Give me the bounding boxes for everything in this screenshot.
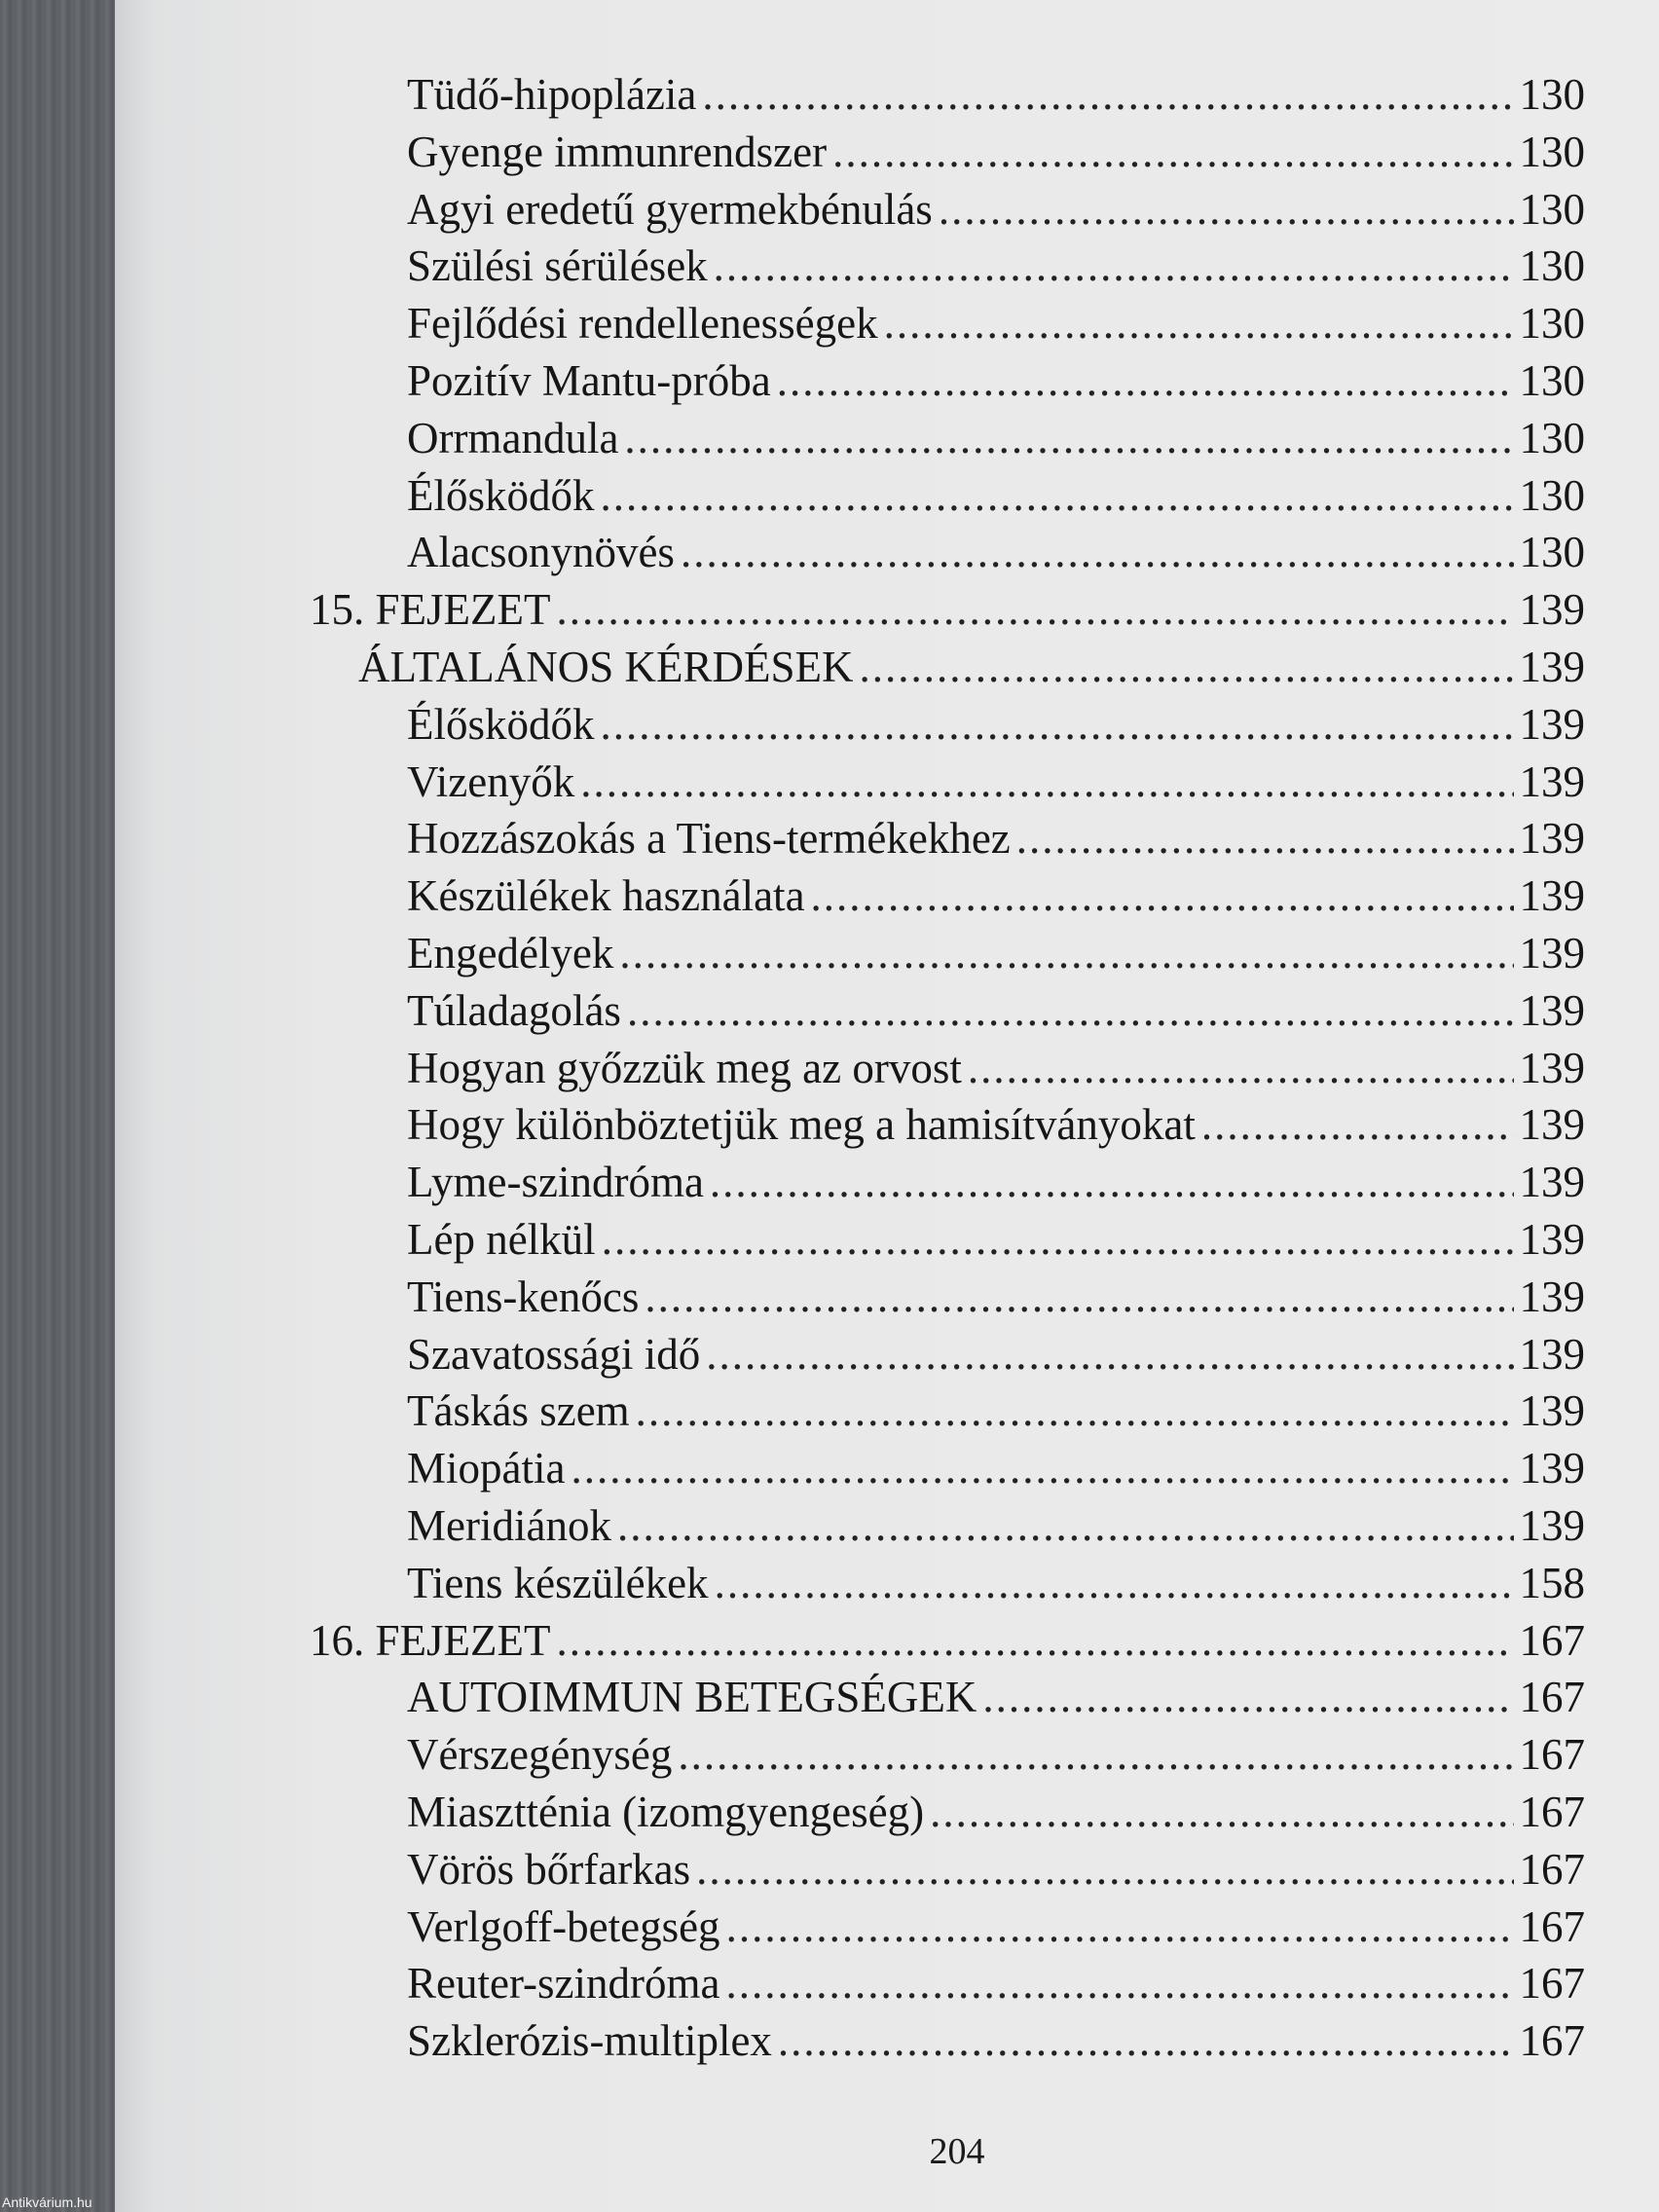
toc-entry — [407, 696, 1585, 753]
toc-entry — [407, 754, 1585, 810]
toc-entry-title: Túladagolás — [407, 986, 621, 1035]
toc-dot-leader — [860, 639, 1514, 695]
toc-entry-title: 15. FEJEZET — [310, 585, 551, 634]
toc-entry-title: Szklerózis-multiplex — [407, 2016, 772, 2065]
toc-dot-leader — [706, 1326, 1513, 1382]
toc-dot-leader — [1201, 1096, 1514, 1153]
toc-entry-page: 130 — [1519, 299, 1585, 348]
toc-entry-title: Vizenyők — [407, 757, 575, 806]
toc-entry — [407, 352, 1585, 409]
toc-dot-leader — [556, 581, 1513, 638]
toc-entry-title: Vérszegénység — [407, 1730, 673, 1779]
toc-entry-page: 167 — [1519, 1673, 1585, 1721]
toc-entry-page: 167 — [1519, 1730, 1585, 1779]
toc-entry — [358, 639, 1585, 695]
toc-entry — [407, 1497, 1585, 1554]
toc-entry-page: 167 — [1519, 1616, 1585, 1665]
toc-entry — [407, 1096, 1585, 1153]
toc-entry-page: 139 — [1519, 1215, 1585, 1264]
toc-entry — [407, 1154, 1585, 1210]
toc-dot-leader — [710, 1154, 1514, 1210]
toc-entry-title: Alacsonynövés — [407, 528, 675, 576]
toc-dot-leader — [636, 1382, 1514, 1439]
toc-entry-title: Vörös bőrfarkas — [407, 1845, 691, 1894]
toc-entry — [407, 867, 1585, 924]
toc-dot-leader — [777, 352, 1514, 409]
toc-dot-leader — [778, 2012, 1514, 2069]
toc-dot-leader — [930, 1784, 1513, 1840]
toc-entry-page: 167 — [1519, 1788, 1585, 1836]
toc-entry-title: Élősködők — [407, 471, 595, 520]
toc-dot-leader — [624, 410, 1513, 466]
toc-dot-leader — [678, 1726, 1513, 1783]
toc-entry-page: 130 — [1519, 70, 1585, 119]
toc-entry — [407, 1784, 1585, 1840]
toc-dot-leader — [884, 295, 1514, 351]
toc-dot-leader — [617, 1497, 1514, 1554]
toc-entry — [407, 1040, 1585, 1096]
toc-dot-leader — [968, 1040, 1514, 1096]
toc-entry — [407, 1211, 1585, 1268]
toc-entry-page: 158 — [1519, 1559, 1585, 1607]
toc-entry-page: 139 — [1519, 1100, 1585, 1149]
toc-entry-title: Tiens-kenőcs — [407, 1272, 640, 1321]
toc-entry — [407, 925, 1585, 981]
toc-entry — [407, 1440, 1585, 1496]
toc-entry-title: ÁLTALÁNOS KÉRDÉSEK — [358, 643, 854, 691]
toc-entry-title: AUTOIMMUN BETEGSÉGEK — [407, 1673, 977, 1721]
toc-dot-leader — [811, 867, 1514, 924]
toc-entry — [407, 124, 1585, 180]
toc-dot-leader — [601, 696, 1514, 753]
toc-entry-title: Orrmandula — [407, 414, 619, 462]
toc-entry-title: Hogy különböztetjük meg a hamisítványokat — [407, 1100, 1196, 1149]
toc-entry — [407, 1382, 1585, 1439]
toc-entry-page: 139 — [1519, 757, 1585, 806]
toc-dot-leader — [580, 754, 1513, 810]
toc-entry-page: 167 — [1519, 1845, 1585, 1894]
toc-dot-leader — [681, 524, 1514, 580]
toc-entry-title: Miasztténia (izomgyengeség) — [407, 1788, 925, 1836]
toc-entry — [407, 524, 1585, 580]
toc-entry-page: 139 — [1519, 585, 1585, 634]
toc-entry — [407, 1726, 1585, 1783]
toc-entry-title: Agyi eredetű gyermekbénulás — [407, 185, 933, 234]
toc-entry — [407, 2012, 1585, 2069]
toc-entry-title: Táskás szem — [407, 1386, 630, 1435]
toc-entry — [407, 1899, 1585, 1955]
toc-entry-title: Lyme-szindróma — [407, 1158, 704, 1206]
toc-entry-page: 167 — [1519, 2016, 1585, 2065]
toc-entry — [407, 1669, 1585, 1725]
toc-entry — [310, 581, 1585, 638]
toc-entry — [407, 810, 1585, 866]
toc-entry-title: Lép nélkül — [407, 1215, 596, 1264]
toc-entry-page: 139 — [1519, 1501, 1585, 1550]
toc-entry-title: Hogyan győzzük meg az orvost — [407, 1044, 962, 1092]
toc-entry-title: Meridiánok — [407, 1501, 611, 1550]
toc-entry-page: 139 — [1519, 929, 1585, 977]
toc-entry — [407, 467, 1585, 524]
toc-entry — [407, 66, 1585, 123]
toc-entry — [407, 982, 1585, 1039]
watermark: Antikvárium.hu — [2, 2194, 92, 2210]
toc-entry-page: 139 — [1519, 1272, 1585, 1321]
toc-dot-leader — [556, 1612, 1513, 1669]
toc-entry-title: Élősködők — [407, 700, 595, 749]
toc-entry-page: 130 — [1519, 185, 1585, 234]
toc-entry — [407, 1269, 1585, 1325]
toc-entry-title: Készülékek használata — [407, 871, 805, 920]
toc-entry — [407, 410, 1585, 466]
toc-dot-leader — [702, 66, 1513, 123]
toc-entry — [407, 238, 1585, 294]
toc-entry — [407, 1955, 1585, 2011]
toc-entry-title: Szülési sérülések — [407, 241, 708, 290]
toc-entry-page: 139 — [1519, 643, 1585, 691]
toc-entry-page: 130 — [1519, 471, 1585, 520]
toc-entry-title: Hozzászokás a Tiens-termékekhez — [407, 814, 1011, 863]
toc-entry-title: Szavatossági idő — [407, 1330, 701, 1379]
toc-entry-page: 139 — [1519, 1044, 1585, 1092]
toc-entry-title: Verlgoff-betegség — [407, 1902, 720, 1951]
toc-entry-title: Pozitív Mantu-próba — [407, 356, 771, 405]
toc-entry-title: Tiens készülékek — [407, 1559, 709, 1607]
toc-dot-leader — [601, 467, 1514, 524]
toc-entry-page: 139 — [1519, 871, 1585, 920]
toc-entry-page: 130 — [1519, 241, 1585, 290]
toc-entry — [407, 1326, 1585, 1382]
toc-entry-page: 139 — [1519, 1158, 1585, 1206]
book-page — [115, 0, 1659, 2212]
toc-entry — [407, 181, 1585, 238]
toc-dot-leader — [832, 124, 1513, 180]
toc-dot-leader — [602, 1211, 1514, 1268]
toc-dot-leader — [726, 1899, 1514, 1955]
toc-entry-page: 139 — [1519, 1330, 1585, 1379]
toc-entry-title: Gyenge immunrendszer — [407, 128, 828, 176]
toc-entry — [407, 1841, 1585, 1898]
toc-entry-page: 130 — [1519, 414, 1585, 462]
toc-dot-leader — [715, 1555, 1514, 1611]
toc-entry-title: 16. FEJEZET — [310, 1616, 551, 1665]
toc-entry-title: Fejlődési rendellenességek — [407, 299, 878, 348]
toc-dot-leader — [627, 982, 1514, 1039]
toc-entry — [407, 295, 1585, 351]
toc-entry — [310, 1612, 1585, 1669]
book-binding-gutter — [0, 0, 117, 2212]
toc-dot-leader — [571, 1440, 1513, 1496]
toc-entry-page: 139 — [1519, 1444, 1585, 1493]
toc-entry-page: 167 — [1519, 1959, 1585, 2008]
toc-entry-page: 139 — [1519, 700, 1585, 749]
toc-entry-page: 139 — [1519, 986, 1585, 1035]
toc-entry-page: 130 — [1519, 128, 1585, 176]
toc-dot-leader — [939, 181, 1514, 238]
toc-entry-title: Reuter-szindróma — [407, 1959, 720, 2008]
toc-dot-leader — [982, 1669, 1513, 1725]
toc-dot-leader — [714, 238, 1514, 294]
toc-dot-leader — [645, 1269, 1513, 1325]
toc-entry-page: 130 — [1519, 528, 1585, 576]
toc-dot-leader — [1016, 810, 1514, 866]
toc-entry-page: 130 — [1519, 356, 1585, 405]
toc-dot-leader — [725, 1955, 1513, 2011]
toc-entry-title: Engedélyek — [407, 929, 614, 977]
toc-entry — [407, 1555, 1585, 1611]
toc-entry-title: Tüdő-hipoplázia — [407, 70, 697, 119]
page-number: 204 — [929, 2131, 985, 2172]
toc-entry-title: Miopátia — [407, 1444, 566, 1493]
toc-dot-leader — [696, 1841, 1513, 1898]
toc-entry-page: 139 — [1519, 814, 1585, 863]
toc-entry-page: 167 — [1519, 1902, 1585, 1951]
toc-dot-leader — [619, 925, 1513, 981]
toc-entry-page: 139 — [1519, 1386, 1585, 1435]
